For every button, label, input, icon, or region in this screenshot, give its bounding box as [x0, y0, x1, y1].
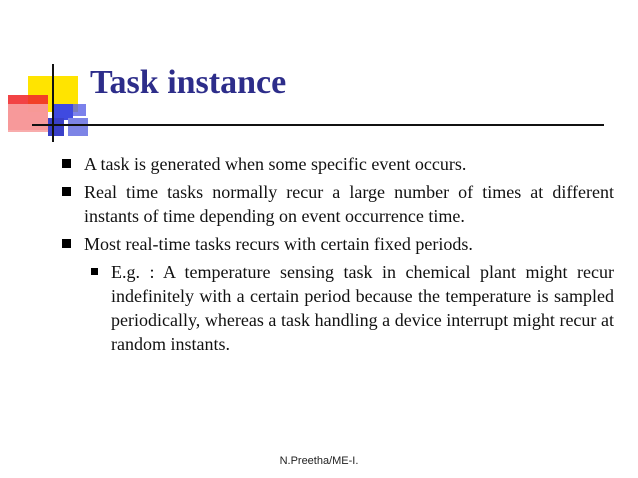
- bullet-item: [62, 152, 614, 176]
- sub-bullet-item: [89, 260, 614, 356]
- square-bullet-icon: [91, 268, 98, 275]
- square-bullet-icon: [62, 239, 71, 248]
- bullet-text: A task is generated when some specific event occurs.: [84, 154, 467, 174]
- bullet-item: [62, 180, 614, 228]
- blue-square: [48, 118, 64, 136]
- bullet-text: Most real-time tasks recurs with certain fixed periods.: [84, 234, 473, 254]
- pink-square: [8, 104, 48, 132]
- bullet-text: Real time tasks normally recur a large number of times at different instants of time depending on event occurrence time.: [84, 182, 614, 226]
- bullet-item: [62, 232, 614, 256]
- vertical-divider: [52, 64, 54, 142]
- square-bullet-icon: [62, 187, 71, 196]
- bullet-list: [62, 152, 614, 356]
- blue-square: [68, 118, 88, 136]
- slide-title: Task instance: [90, 64, 287, 101]
- title-underline: [32, 124, 604, 126]
- decorative-squares: [0, 0, 100, 150]
- sub-bullet-text: E.g. : A temperature sensing task in chemical plant might recur indefinitely with a certain period because the temperature is sampled periodically, whereas a task handling a device interrupt might recur at random instants.: [111, 262, 614, 354]
- square-bullet-icon: [62, 159, 71, 168]
- slide-footer: N.Preetha/ME-I.: [279, 455, 359, 467]
